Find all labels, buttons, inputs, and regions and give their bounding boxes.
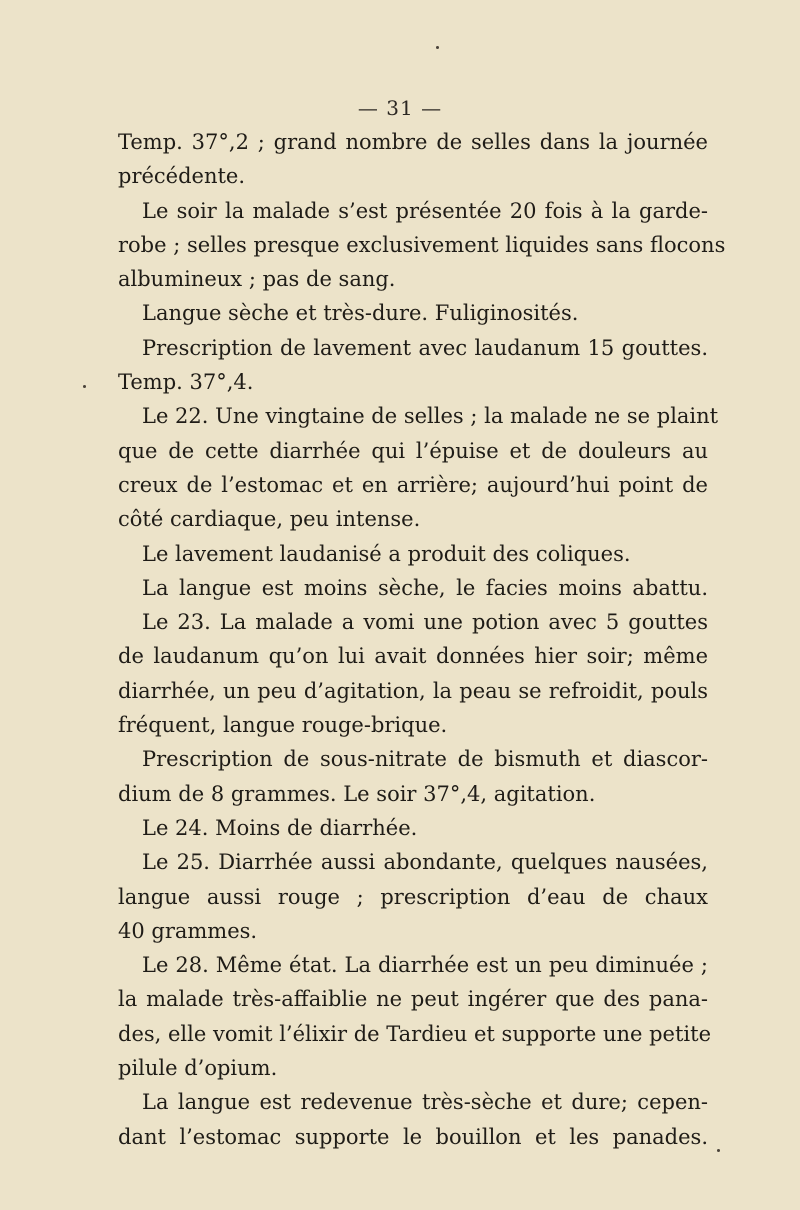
text-line: dant l’estomac supporte le bouillon et les panades. [118, 1124, 708, 1149]
paper-speck [717, 1149, 720, 1152]
text-line: langue aussi rouge ; prescription d’eau de chaux [118, 884, 708, 909]
text-line: Temp. 37°,2 ; grand nombre de selles dans la journée [118, 130, 708, 154]
text-line: Le soir la malade s’est présentée 20 fois à la garde- [142, 198, 708, 223]
text-line: la malade très-affaiblie ne peut ingérer que des pana- [118, 987, 708, 1012]
page-number: — 31 — [357, 96, 443, 120]
text-line: creux de l’estomac et en arrière; aujourd’hui point de [118, 472, 708, 497]
text-line: La langue est redevenue très-sèche et dure; cepen- [142, 1090, 708, 1115]
text-line: Prescription de sous-nitrate de bismuth et diascor- [142, 747, 708, 772]
text-line: albumineux ; pas de sang. [118, 267, 396, 292]
text-line: pilule d’opium. [118, 1056, 278, 1081]
text-line: Prescription de lavement avec laudanum 15 gouttes. [142, 335, 708, 360]
text-line: La langue est moins sèche, le facies moins abattu. [142, 575, 708, 600]
text-line: Langue sèche et très-dure. Fuliginosités. [142, 301, 579, 326]
text-line: côté cardiaque, peu intense. [118, 507, 421, 532]
text-line: Le 22. Une vingtaine de selles ; la malade ne se plaint [142, 404, 719, 429]
body-text [118, 125, 726, 1154]
text-line: diarrhée, un peu d’agitation, la peau se refroidit, pouls [118, 678, 708, 703]
text-line: 40 grammes. [118, 918, 258, 943]
text-line: robe ; selles presque exclusivement liquides sans flocons [118, 232, 726, 257]
text-line: Le lavement laudanisé a produit des coliques. [142, 541, 631, 566]
text-line: Le 25. Diarrhée aussi abondante, quelques nausées, [142, 850, 708, 875]
paper-speck [83, 385, 86, 388]
text-line: Temp. 37°,4. [118, 370, 254, 395]
text-line: que de cette diarrhée qui l’épuise et de douleurs au [118, 438, 708, 463]
text-line: des, elle vomit l’élixir de Tardieu et supporte une petite [118, 1021, 712, 1046]
text-line: précédente. [118, 164, 246, 189]
text-line: fréquent, langue rouge-brique. [118, 713, 448, 738]
text-line: de laudanum qu’on lui avait données hier soir; même [118, 644, 708, 669]
text-line: Le 23. La malade a vomi une potion avec 5 gouttes [142, 610, 708, 635]
paper-speck [436, 46, 439, 49]
text-line: dium de 8 grammes. Le soir 37°,4, agitation. [118, 781, 596, 806]
text-line: Le 24. Moins de diarrhée. [142, 815, 418, 840]
text-line: Le 28. Même état. La diarrhée est un peu diminuée ; [142, 953, 708, 978]
